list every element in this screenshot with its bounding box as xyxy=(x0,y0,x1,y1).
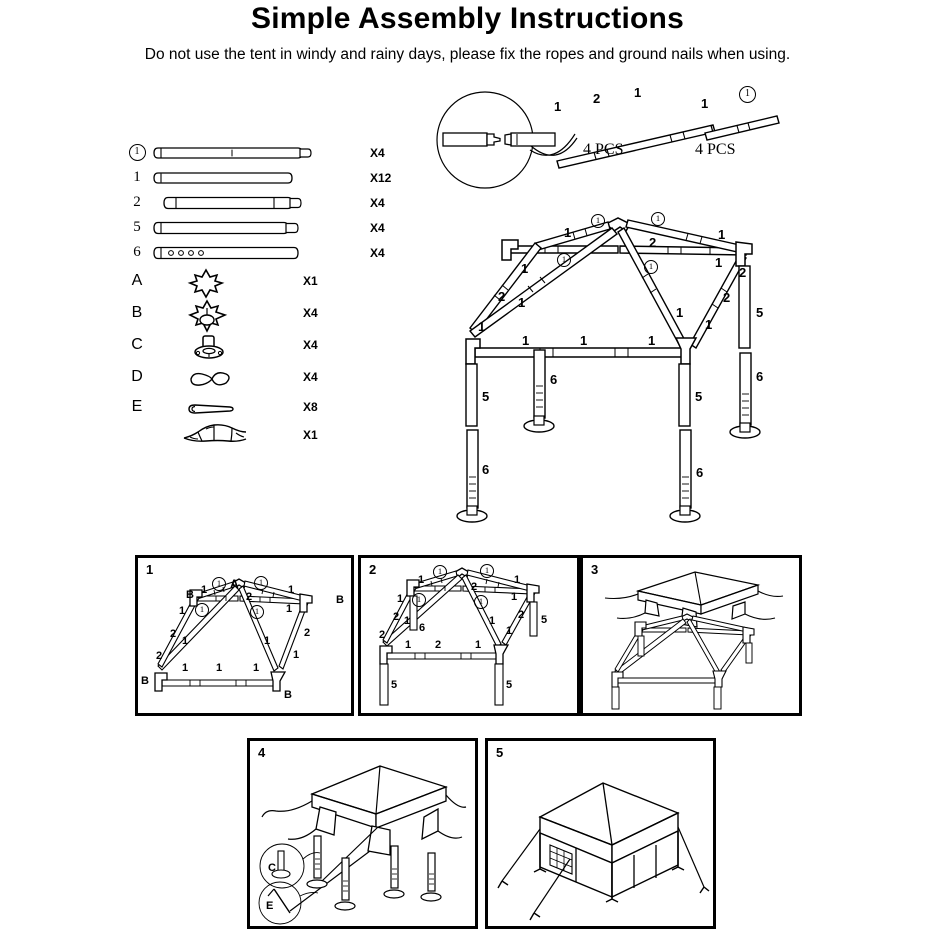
frame-leg-5-a: 5 xyxy=(482,389,490,404)
frame-label-2-a: 2 xyxy=(649,235,657,250)
frame-label-1-f: 1 xyxy=(478,319,486,334)
parts-row-circled-1 xyxy=(118,142,408,166)
step1-label-B-c: B xyxy=(141,675,149,687)
part-code-C: C xyxy=(131,336,143,353)
step1-pole-1e: 1 xyxy=(179,605,186,617)
step1-pole-1f: 2 xyxy=(156,650,163,662)
frame-circled-1-a: 1 xyxy=(591,212,605,230)
part-qty-circled-1: X4 xyxy=(370,146,385,160)
part-icon-guy-rope-tensioner xyxy=(186,368,234,390)
step2-pole-1b: 1 xyxy=(514,574,521,586)
part-qty-2: X4 xyxy=(370,196,385,210)
part-qty-5: X4 xyxy=(370,221,385,235)
step1-pole-2c: 1 xyxy=(216,662,223,674)
part-qty-B: X4 xyxy=(303,306,318,320)
step2-leg-5-a: 5 xyxy=(541,614,548,626)
step2-circled-1-c: 1 xyxy=(412,591,426,609)
frame-label-2-b: 2 xyxy=(498,289,506,304)
part-qty-A: X1 xyxy=(303,274,318,288)
frame-label-1-i: 2 xyxy=(739,265,747,280)
step4-callout-C: C xyxy=(268,862,276,874)
part-code-E: E xyxy=(131,398,143,415)
part-code-D: D xyxy=(131,368,143,385)
detail-pcs-1: 4 PCS xyxy=(583,141,624,158)
step1-pole-1b: 1 xyxy=(288,584,295,596)
parts-row-1 xyxy=(118,167,408,191)
parts-list xyxy=(118,142,408,442)
part-icon-five-way-corner-connector xyxy=(186,300,230,332)
step1-circled-1-b: 1 xyxy=(254,574,268,592)
part-icon-pole-with-adjust-holes xyxy=(152,246,312,260)
frame-label-1-c: 1 xyxy=(715,255,723,270)
part-code-circled-1 xyxy=(126,144,148,161)
step2-circled-1-a: 1 xyxy=(433,563,447,581)
step1-circled-1-c: 1 xyxy=(195,601,209,619)
frame-label-2-d: 1 xyxy=(580,333,588,348)
step-panel-4 xyxy=(247,738,478,929)
frame-circled-1-c: 1 xyxy=(557,251,571,269)
part-qty-6: X4 xyxy=(370,246,385,260)
part-qty-E: X8 xyxy=(303,400,318,414)
step1-pole-2b: 2 xyxy=(170,628,177,640)
circled-number-glyph: 1 xyxy=(739,86,756,103)
step1-pole-2d: 2 xyxy=(304,627,311,639)
part-icon-pole-with-end-connector xyxy=(152,145,312,161)
step-panel-5 xyxy=(485,738,716,929)
part-code-B: B xyxy=(131,304,143,321)
step2-pole-2c: 2 xyxy=(435,639,442,651)
main-frame-diagram xyxy=(440,198,810,538)
frame-leg-6-b: 6 xyxy=(550,372,558,387)
part-icon-foot-base-plate xyxy=(188,332,230,362)
part-icon-pole-plain xyxy=(152,171,312,185)
part-icon-pole-socket-both-ends xyxy=(162,196,322,210)
step2-pole-1f: 2 xyxy=(379,629,386,641)
frame-leg-6-d: 6 xyxy=(756,369,764,384)
part-icon-canopy-fabric-cover xyxy=(180,420,250,446)
step1-pole-1d: 1 xyxy=(182,635,189,647)
part-code-5: 5 xyxy=(133,219,141,235)
frame-label-1-k: 1 xyxy=(648,333,656,348)
step2-pole-1a: 1 xyxy=(418,574,425,586)
step1-pole-1i: 1 xyxy=(264,635,271,647)
step-panel-1 xyxy=(135,555,354,716)
detail-label-circled-1 xyxy=(739,86,756,104)
step4-callout-E: E xyxy=(266,900,274,912)
parts-row-C xyxy=(118,334,408,358)
step-number-3: 3 xyxy=(591,562,599,577)
parts-row-2 xyxy=(118,192,408,216)
step-number-4: 4 xyxy=(258,745,266,760)
part-code-A: A xyxy=(131,272,143,289)
parts-row-B xyxy=(118,302,408,326)
frame-leg-6-a: 6 xyxy=(482,462,490,477)
frame-circled-1-d: 1 xyxy=(644,258,658,276)
part-code-6: 6 xyxy=(133,244,141,260)
step2-pole-2a: 2 xyxy=(471,581,478,593)
frame-label-1-a: 1 xyxy=(564,225,572,240)
step2-pole-1e: 1 xyxy=(397,593,404,605)
step2-pole-1g: 1 xyxy=(405,639,412,651)
step-number-2: 2 xyxy=(369,562,377,577)
step1-label-B-d: B xyxy=(284,689,292,701)
frame-label-1-e: 1 xyxy=(518,295,526,310)
step-panel-2 xyxy=(358,555,580,716)
step-panel-3 xyxy=(580,555,802,716)
detail-label-1a: 1 xyxy=(554,99,562,114)
detail-callout-group xyxy=(425,85,825,198)
part-qty-D: X4 xyxy=(303,370,318,384)
parts-row-E xyxy=(118,396,408,420)
step2-leg-6-a: 6 xyxy=(419,622,426,634)
step2-pole-1h: 1 xyxy=(475,639,482,651)
parts-row-D xyxy=(118,366,408,390)
frame-label-1-g: 1 xyxy=(676,305,684,320)
parts-row-A xyxy=(118,270,408,294)
detail-pcs-2: 4 PCS xyxy=(695,141,736,158)
parts-row-6 xyxy=(118,242,408,266)
rafter-assembly-1-circled1 xyxy=(705,116,779,140)
detail-label-1b: 1 xyxy=(634,85,642,100)
step1-circled-1-a: 1 xyxy=(212,575,226,593)
circled-number-glyph: 1 xyxy=(129,144,146,161)
step2-leg-5-c: 5 xyxy=(506,679,513,691)
step2-pole-2d: 2 xyxy=(518,609,525,621)
step2-pole-2b: 2 xyxy=(393,611,400,623)
step-4-illustration xyxy=(250,741,475,926)
frame-circled-1-b: 1 xyxy=(651,210,665,228)
frame-label-1-d: 1 xyxy=(521,261,529,276)
part-qty-canopy: X1 xyxy=(303,428,318,442)
detail-label-2: 2 xyxy=(593,91,601,106)
frame-label-1-b: 1 xyxy=(718,227,726,242)
step2-pole-1i: 1 xyxy=(489,615,496,627)
step-number-5: 5 xyxy=(496,745,504,760)
part-qty-C: X4 xyxy=(303,338,318,352)
part-icon-ground-nail-stake xyxy=(186,401,238,417)
step2-pole-1d: 1 xyxy=(404,615,411,627)
part-icon-pole-5 xyxy=(152,221,312,235)
page-title: Simple Assembly Instructions xyxy=(251,2,684,35)
step1-pole-1j: 1 xyxy=(293,649,300,661)
frame-leg-6-c: 6 xyxy=(696,465,704,480)
step1-pole-1c: 1 xyxy=(286,603,293,615)
step1-label-B-b: B xyxy=(336,594,344,606)
step2-pole-1j: 1 xyxy=(506,625,513,637)
step1-pole-1h: 1 xyxy=(253,662,260,674)
step-number-1: 1 xyxy=(146,562,154,577)
step-5-illustration xyxy=(488,741,713,926)
frame-label-2-c: 2 xyxy=(723,290,731,305)
step1-label-A: A xyxy=(230,577,239,591)
detail-label-1c: 1 xyxy=(701,96,709,111)
step2-circled-1-b: 1 xyxy=(480,562,494,580)
part-code-1: 1 xyxy=(133,169,141,185)
frame-leg-5-b: 5 xyxy=(695,389,703,404)
step-3-illustration xyxy=(583,558,799,713)
step1-pole-1g: 1 xyxy=(182,662,189,674)
frame-leg-5-c: 5 xyxy=(756,305,764,320)
step2-pole-1c: 1 xyxy=(511,591,518,603)
part-qty-1: X12 xyxy=(370,171,392,185)
frame-label-1-j: 1 xyxy=(522,333,530,348)
step1-circled-1-d: 1 xyxy=(250,603,264,621)
part-code-2: 2 xyxy=(133,194,141,210)
rafter-assembly-1-2-1 xyxy=(557,125,715,168)
parts-row-5 xyxy=(118,217,408,241)
step1-label-B-a: B xyxy=(186,589,194,601)
part-icon-four-way-cross-connector xyxy=(186,268,226,298)
step2-circled-1-d: 1 xyxy=(474,593,488,611)
step1-pole-1a: 1 xyxy=(201,584,208,596)
step1-pole-2a: 2 xyxy=(246,591,253,603)
page-subtitle: Do not use the tent in windy and rainy days, please fix the ropes and ground nails when using. xyxy=(144,46,791,63)
parts-row-canopy xyxy=(118,424,408,448)
step2-leg-5-b: 5 xyxy=(391,679,398,691)
frame-label-1-h: 1 xyxy=(705,317,713,332)
